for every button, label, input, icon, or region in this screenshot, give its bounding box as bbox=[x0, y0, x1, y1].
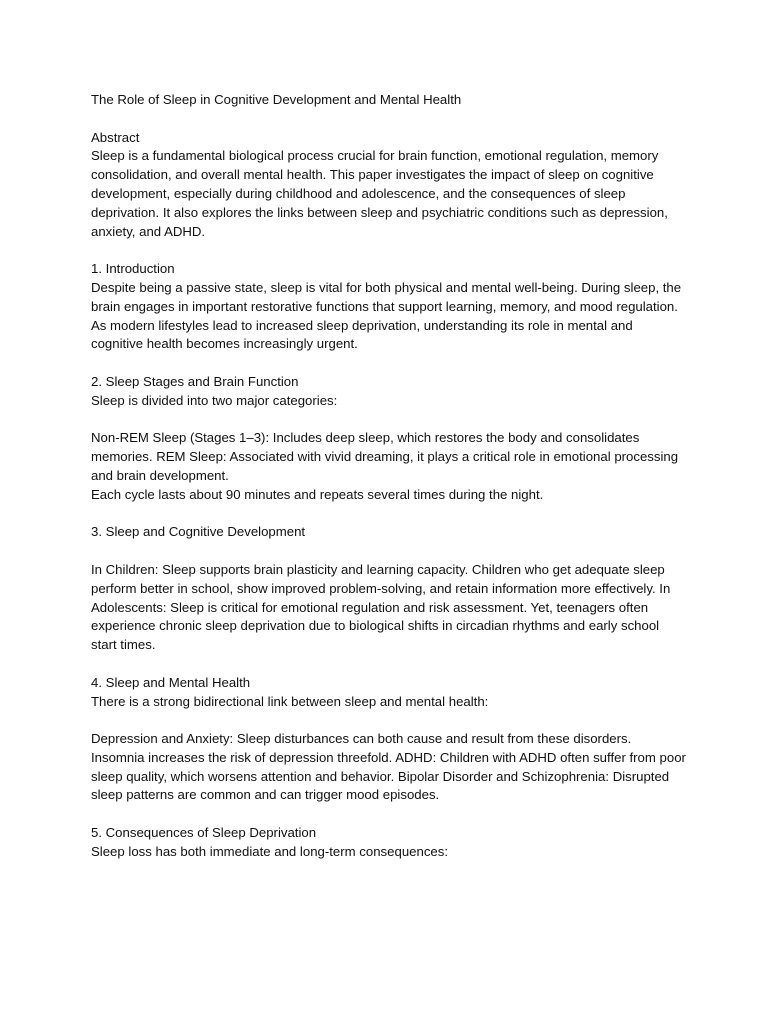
section-3-paragraph-1: In Children: Sleep supports brain plasticity and learning capacity. Children who get adequate sleep perform better in school, show improved problem-solving, and retain information more effectively. In Adolescents: Sleep is critical for emotional regulation and risk assessment. Yet, teenagers often experience chronic sleep deprivation due to biological shifts in circadian rhythms and early school start times. bbox=[91, 561, 671, 653]
section-4-paragraph-1: There is a strong bidirectional link between sleep and mental health: bbox=[91, 693, 489, 709]
abstract-heading: Abstract bbox=[91, 129, 140, 145]
section-1-paragraph-1: Despite being a passive state, sleep is vital for both physical and mental well-being. During sleep, the brain engages in important restorative functions that support learning, memory, and mood regulation. As modern lifestyles lead to increased sleep deprivation, understanding its role in mental and cognitive health becomes increasingly urgent. bbox=[91, 279, 682, 352]
section-2-paragraph-2: Non-REM Sleep (Stages 1–3): Includes deep sleep, which restores the body and consolidates memories. REM Sleep: Associated with vivid dreaming, it plays a critical role in emotional processing and brain development. Each cycle lasts about 90 minutes and repeats several times during the night. bbox=[91, 430, 679, 502]
section-4-paragraph-2: Depression and Anxiety: Sleep disturbances can both cause and result from these disorders. Insomnia increases the risk of depression threefold. ADHD: Children with ADHD often suffer from poor sleep quality, which worsens attention and behavior. Bipolar Disorder and Schizophrenia: Disrupted sleep patterns are common and can trigger mood episodes. bbox=[91, 731, 686, 803]
section-3-heading: 3. Sleep and Cognitive Development bbox=[91, 524, 306, 540]
document-page bbox=[91, 91, 687, 880]
section-2-paragraph-1: Sleep is divided into two major categories: bbox=[91, 392, 338, 408]
section-1-heading: 1. Introduction bbox=[91, 261, 175, 277]
section-5-heading: 5. Consequences of Sleep Deprivation bbox=[91, 825, 317, 841]
section-2-heading: 2. Sleep Stages and Brain Function bbox=[91, 373, 299, 389]
section-4-heading: 4. Sleep and Mental Health bbox=[91, 674, 251, 690]
section-5-paragraph-1: Sleep loss has both immediate and long-term consequences: bbox=[91, 843, 449, 859]
abstract-text: Sleep is a fundamental biological process crucial for brain function, emotional regulation, memory consolidation, and overall mental health. This paper investigates the impact of sleep on cognitive development, especially during childhood and adolescence, and the consequences of sleep deprivation. It also explores the links between sleep and psychiatric conditions such as depression, anxiety, and ADHD. bbox=[91, 148, 668, 239]
document-title: The Role of Sleep in Cognitive Development and Mental Health bbox=[91, 92, 462, 107]
